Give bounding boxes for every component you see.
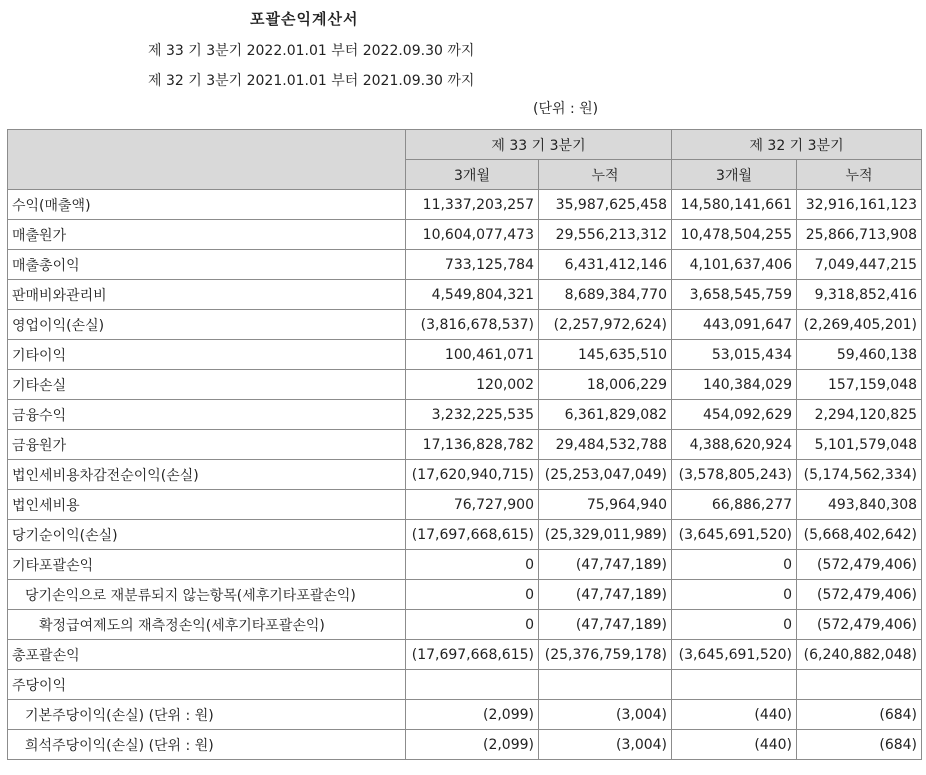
value-cell: 4,101,637,406	[672, 250, 797, 280]
value-cell: (47,747,189)	[539, 550, 672, 580]
value-cell: (47,747,189)	[539, 580, 672, 610]
row-label: 기타이익	[8, 340, 406, 370]
value-cell: (6,240,882,048)	[797, 640, 922, 670]
value-cell: 17,136,828,782	[406, 430, 539, 460]
table-row	[8, 670, 922, 700]
prior-period: 제 32 기 3분기 2021.01.01 부터 2021.09.30 까지	[148, 73, 475, 89]
value-cell: 140,384,029	[672, 370, 797, 400]
value-cell: 10,604,077,473	[406, 220, 539, 250]
value-cell: 76,727,900	[406, 490, 539, 520]
income-statement-table	[7, 129, 922, 760]
row-label: 희석주당이익(손실) (단위 : 원)	[8, 730, 406, 760]
value-cell: (684)	[797, 700, 922, 730]
value-cell: 6,431,412,146	[539, 250, 672, 280]
value-cell: 75,964,940	[539, 490, 672, 520]
row-label: 매출총이익	[8, 250, 406, 280]
table-row	[8, 550, 922, 580]
value-cell: 0	[406, 580, 539, 610]
value-cell: (5,174,562,334)	[797, 460, 922, 490]
table-row	[8, 520, 922, 550]
period-group-header: 제 32 기 3분기	[672, 130, 922, 160]
value-cell: 14,580,141,661	[672, 190, 797, 220]
value-cell: 0	[672, 580, 797, 610]
table-row	[8, 340, 922, 370]
value-cell: 35,987,625,458	[539, 190, 672, 220]
value-cell: (572,479,406)	[797, 610, 922, 640]
table-row	[8, 370, 922, 400]
table-row	[8, 400, 922, 430]
value-cell: (2,269,405,201)	[797, 310, 922, 340]
table-row	[8, 250, 922, 280]
value-cell: (47,747,189)	[539, 610, 672, 640]
value-cell: 8,689,384,770	[539, 280, 672, 310]
value-cell: 120,002	[406, 370, 539, 400]
value-cell: 0	[672, 610, 797, 640]
account-header	[8, 130, 406, 190]
table-row	[8, 490, 922, 520]
value-cell: (2,257,972,624)	[539, 310, 672, 340]
value-cell: 7,049,447,215	[797, 250, 922, 280]
value-cell: 733,125,784	[406, 250, 539, 280]
value-cell: (3,645,691,520)	[672, 640, 797, 670]
value-cell: 5,101,579,048	[797, 430, 922, 460]
value-cell: 6,361,829,082	[539, 400, 672, 430]
row-label: 수익(매출액)	[8, 190, 406, 220]
row-label: 확정급여제도의 재측정손익(세후기타포괄손익)	[8, 610, 406, 640]
row-label: 기타포괄손익	[8, 550, 406, 580]
row-label: 당기손익으로 재분류되지 않는항목(세후기타포괄손익)	[8, 580, 406, 610]
value-cell: 18,006,229	[539, 370, 672, 400]
value-cell: (3,004)	[539, 700, 672, 730]
value-cell: (572,479,406)	[797, 580, 922, 610]
value-cell	[406, 670, 539, 700]
value-cell: (25,329,011,989)	[539, 520, 672, 550]
value-cell: 454,092,629	[672, 400, 797, 430]
value-cell: 66,886,277	[672, 490, 797, 520]
value-cell: (440)	[672, 730, 797, 760]
value-cell: 2,294,120,825	[797, 400, 922, 430]
row-label: 기본주당이익(손실) (단위 : 원)	[8, 700, 406, 730]
sub-column-header: 누적	[539, 160, 672, 190]
row-label: 당기순이익(손실)	[8, 520, 406, 550]
row-label: 금융원가	[8, 430, 406, 460]
value-cell: 10,478,504,255	[672, 220, 797, 250]
value-cell: (572,479,406)	[797, 550, 922, 580]
row-label: 법인세비용	[8, 490, 406, 520]
sub-column-header: 3개월	[406, 160, 539, 190]
sub-column-header: 3개월	[672, 160, 797, 190]
value-cell: (3,004)	[539, 730, 672, 760]
value-cell: 493,840,308	[797, 490, 922, 520]
row-label: 판매비와관리비	[8, 280, 406, 310]
table-row	[8, 610, 922, 640]
value-cell: 4,388,620,924	[672, 430, 797, 460]
value-cell: 53,015,434	[672, 340, 797, 370]
table-row	[8, 730, 922, 760]
value-cell: (17,697,668,615)	[406, 640, 539, 670]
value-cell: (2,099)	[406, 700, 539, 730]
table-row	[8, 310, 922, 340]
row-label: 총포괄손익	[8, 640, 406, 670]
table-row	[8, 460, 922, 490]
value-cell	[797, 670, 922, 700]
value-cell: 0	[672, 550, 797, 580]
value-cell: 29,556,213,312	[539, 220, 672, 250]
value-cell: 3,658,545,759	[672, 280, 797, 310]
row-label: 주당이익	[8, 670, 406, 700]
value-cell: (3,578,805,243)	[672, 460, 797, 490]
row-label: 법인세비용차감전순이익(손실)	[8, 460, 406, 490]
value-cell: (3,645,691,520)	[672, 520, 797, 550]
table-row	[8, 430, 922, 460]
table-row	[8, 580, 922, 610]
row-label: 매출원가	[8, 220, 406, 250]
value-cell	[672, 670, 797, 700]
value-cell: (25,376,759,178)	[539, 640, 672, 670]
table-row	[8, 190, 922, 220]
value-cell: 32,916,161,123	[797, 190, 922, 220]
value-cell: 29,484,532,788	[539, 430, 672, 460]
value-cell: (5,668,402,642)	[797, 520, 922, 550]
table-row	[8, 280, 922, 310]
value-cell: 25,866,713,908	[797, 220, 922, 250]
value-cell: 4,549,804,321	[406, 280, 539, 310]
value-cell: 9,318,852,416	[797, 280, 922, 310]
value-cell: 145,635,510	[539, 340, 672, 370]
value-cell: 3,232,225,535	[406, 400, 539, 430]
table-row	[8, 220, 922, 250]
value-cell	[539, 670, 672, 700]
unit-label: (단위 : 원)	[533, 101, 599, 117]
value-cell: (684)	[797, 730, 922, 760]
row-label: 기타손실	[8, 370, 406, 400]
value-cell: 0	[406, 610, 539, 640]
period-group-header: 제 33 기 3분기	[406, 130, 672, 160]
value-cell: (25,253,047,049)	[539, 460, 672, 490]
value-cell: (17,620,940,715)	[406, 460, 539, 490]
table-row	[8, 700, 922, 730]
value-cell: 157,159,048	[797, 370, 922, 400]
value-cell: (17,697,668,615)	[406, 520, 539, 550]
value-cell: 443,091,647	[672, 310, 797, 340]
value-cell: 11,337,203,257	[406, 190, 539, 220]
row-label: 금융수익	[8, 400, 406, 430]
value-cell: 0	[406, 550, 539, 580]
value-cell: (2,099)	[406, 730, 539, 760]
current-period: 제 33 기 3분기 2022.01.01 부터 2022.09.30 까지	[148, 43, 475, 59]
statement-title: 포괄손익계산서	[250, 10, 359, 28]
value-cell: (3,816,678,537)	[406, 310, 539, 340]
value-cell: 100,461,071	[406, 340, 539, 370]
row-label: 영업이익(손실)	[8, 310, 406, 340]
value-cell: (440)	[672, 700, 797, 730]
value-cell: 59,460,138	[797, 340, 922, 370]
sub-column-header: 누적	[797, 160, 922, 190]
table-row	[8, 640, 922, 670]
